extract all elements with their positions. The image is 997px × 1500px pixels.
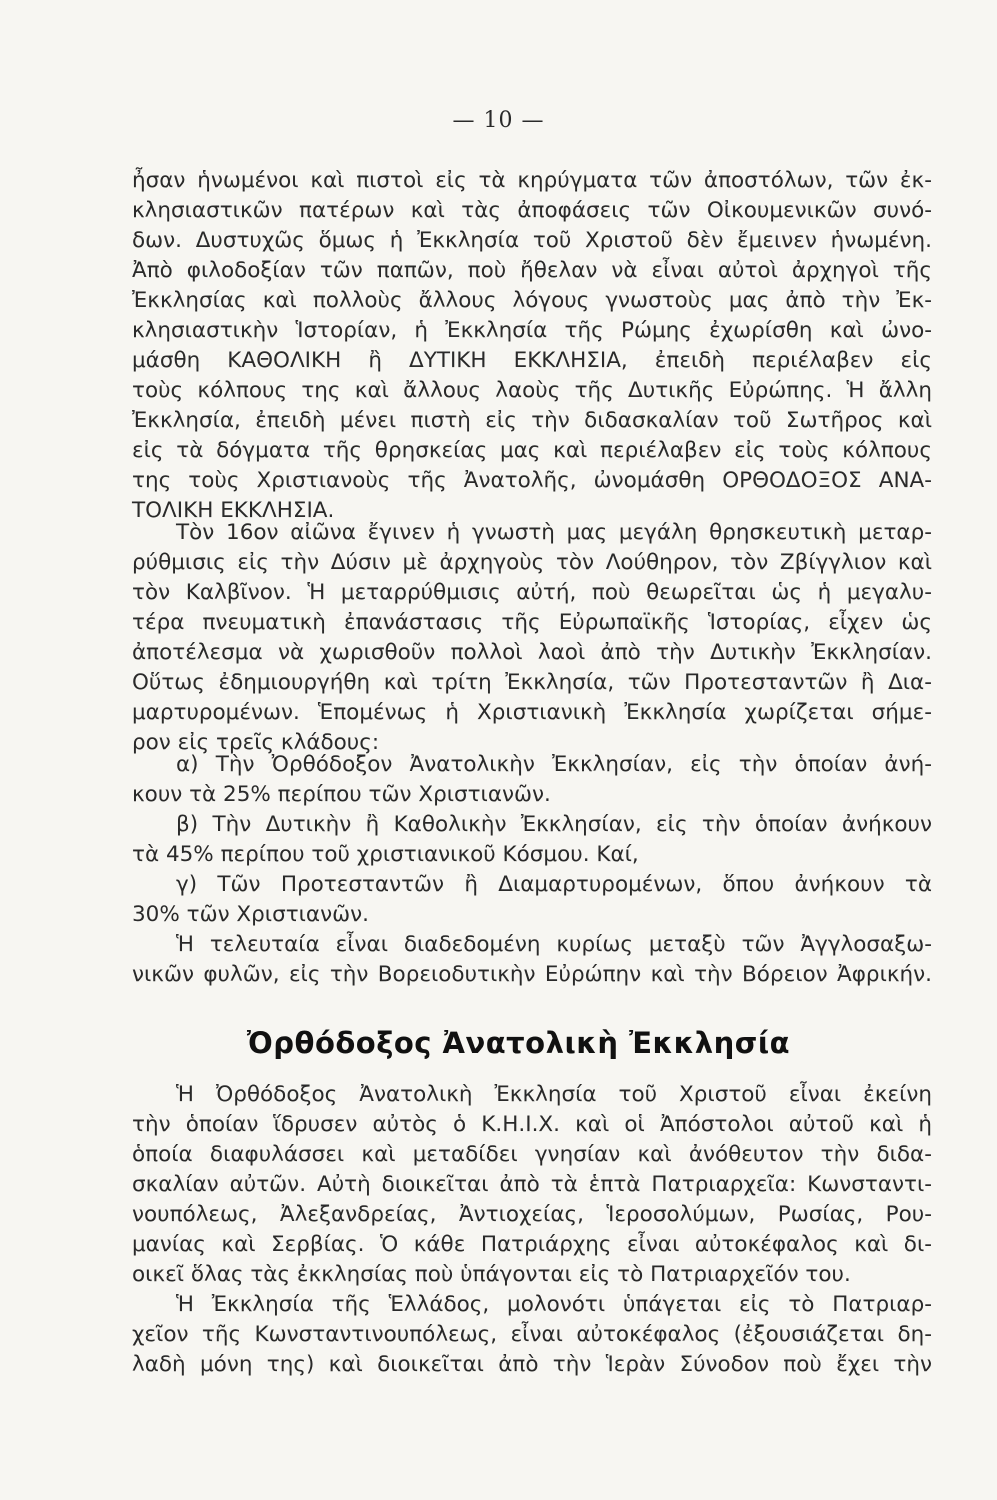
section-heading: Ὀρθόδοξος Ἀνατολικὴ Ἐκκλησία (246, 1026, 791, 1060)
text-line: 30% τῶν Χριστιανῶν. (132, 902, 369, 927)
text-line: δων. Δυστυχῶς ὅμως ἡ Ἐκκλησία τοῦ Χριστοῦ δὲν ἔμεινεν ἡνωμένη. (132, 228, 932, 253)
text-line: Ἡ Ἐκκλησία τῆς Ἑλλάδος, μολονότι ὑπάγεται εἰς τὸ Πατριαρ- (176, 1292, 932, 1317)
text-line: γ) Τῶν Προτεσταντῶν ἢ Διαμαρτυρομένων, ὅπου ἀνήκουν τὰ (176, 872, 932, 897)
text-line: τοὺς κόλπους της καὶ ἄλλους λαοὺς τῆς Δυτικῆς Εὐρώπης. Ἡ ἄλλη (132, 378, 932, 403)
text-line: κλησιαστικὴν Ἱστορίαν, ἡ Ἐκκλησία τῆς Ρώμης ἐχωρίσθη καὶ ὠνο- (132, 318, 932, 343)
text-line: νικῶν φυλῶν, εἰς τὴν Βορειοδυτικὴν Εὐρώπην καὶ τὴν Βόρειον Ἀφρικήν. (132, 962, 932, 987)
text-line: ρον εἰς τρεῖς κλάδους: (132, 730, 380, 755)
text-line: οικεῖ ὅλας τὰς ἐκκλησίας ποὺ ὑπάγονται εἰς τὸ Πατριαρχεῖόν του. (132, 1262, 851, 1287)
text-line: μαρτυρομένων. Ἑπομένως ἡ Χριστιανικὴ Ἐκκλησία χωρίζεται σήμε- (132, 700, 932, 725)
text-line: λαδὴ μόνη της) καὶ διοικεῖται ἀπὸ τὴν Ἱερὰν Σύνοδον ποὺ ἔχει τὴν (132, 1352, 932, 1377)
text-line: Ἡ τελευταία εἶναι διαδεδομένη κυρίως μεταξὺ τῶν Ἀγγλοσαξω- (176, 932, 932, 957)
text-line: β) Τὴν Δυτικὴν ἢ Καθολικὴν Ἐκκλησίαν, εἰς τὴν ὁποίαν ἀνήκουν (176, 812, 932, 837)
text-line: σκαλίαν αὐτῶν. Αὐτὴ διοικεῖται ἀπὸ τὰ ἑπτὰ Πατριαρχεῖα: Κωνσταντι- (132, 1172, 932, 1197)
text-line: ρύθμισις εἰς τὴν Δύσιν μὲ ἀρχηγοὺς τὸν Λούθηρον, τὸν Ζβίγγλιον καὶ (132, 550, 932, 575)
page-number: — 10 — (452, 108, 545, 133)
text-line: κλησιαστικῶν πατέρων καὶ τὰς ἀποφάσεις τῶν Οἰκουμενικῶν συνό- (132, 198, 932, 223)
text-line: τὰ 45% περίπου τοῦ χριστιανικοῦ Κόσμου. Καί, (132, 842, 639, 867)
text-line: Τὸν 16ον αἰῶνα ἔγινεν ἡ γνωστὴ μας μεγάλη θρησκευτικὴ μεταρ- (176, 520, 932, 545)
text-line: ἀποτέλεσμα νὰ χωρισθοῦν πολλοὶ λαοὶ ἀπὸ τὴν Δυτικὴν Ἐκκλησίαν. (132, 640, 932, 665)
text-line: Ἐκκλησίας καὶ πολλοὺς ἄλλους λόγους γνωστοὺς μας ἀπὸ τὴν Ἐκ- (132, 288, 932, 313)
text-line: ΤΟΛΙΚΗ ΕΚΚΛΗΣΙΑ. (132, 498, 335, 523)
text-line: τὴν ὁποίαν ἵδρυσεν αὐτὸς ὁ Κ.Η.Ι.Χ. καὶ οἱ Ἀπόστολοι αὐτοῦ καὶ ἡ (132, 1112, 932, 1137)
text-line: της τοὺς Χριστιανοὺς τῆς Ἀνατολῆς, ὠνομάσθη ΟΡΘΟΔΟΞΟΣ ΑΝΑ- (132, 468, 932, 493)
text-line: κουν τὰ 25% περίπου τῶν Χριστιανῶν. (132, 782, 551, 807)
text-line: ἦσαν ἡνωμένοι καὶ πιστοὶ εἰς τὰ κηρύγματα τῶν ἀποστόλων, τῶν ἐκ- (132, 168, 932, 193)
text-line: μάσθη ΚΑΘΟΛΙΚΗ ἢ ΔΥΤΙΚΗ ΕΚΚΛΗΣΙΑ, ἐπειδὴ περιέλαβεν εἰς (132, 348, 932, 373)
text-line: Οὕτως ἐδημιουργήθη καὶ τρίτη Ἐκκλησία, τῶν Προτεσταντῶν ἢ Δια- (132, 670, 932, 695)
text-line: μανίας καὶ Σερβίας. Ὁ κάθε Πατριάρχης εἶναι αὐτοκέφαλος καὶ δι- (132, 1232, 932, 1257)
text-line: τὸν Καλβῖνον. Ἡ μεταρρύθμισις αὐτή, ποὺ θεωρεῖται ὡς ἡ μεγαλυ- (132, 580, 932, 605)
text-line: χεῖον τῆς Κωνσταντινουπόλεως, εἶναι αὐτοκέφαλος (ἐξουσιάζεται δη- (132, 1322, 932, 1347)
text-line: α) Τὴν Ὀρθόδοξον Ἀνατολικὴν Ἐκκλησίαν, εἰς τὴν ὁποίαν ἀνή- (176, 752, 932, 777)
text-line: τέρα πνευματικὴ ἐπανάστασις τῆς Εὐρωπαϊκῆς Ἱστορίας, εἶχεν ὡς (132, 610, 932, 635)
text-line: νουπόλεως, Ἀλεξανδρείας, Ἀντιοχείας, Ἱεροσολύμων, Ρωσίας, Ρου- (132, 1202, 932, 1227)
text-line: Ἡ Ὀρθόδοξος Ἀνατολικὴ Ἐκκλησία τοῦ Χριστοῦ εἶναι ἐκείνη (176, 1082, 932, 1107)
text-line: Ἀπὸ φιλοδοξίαν τῶν παπῶν, ποὺ ἤθελαν νὰ εἶναι αὐτοὶ ἀρχηγοὶ τῆς (132, 258, 932, 283)
text-line: ὁποία διαφυλάσσει καὶ μεταδίδει γνησίαν καὶ ἀνόθευτον τὴν διδα- (132, 1142, 932, 1167)
text-line: Ἐκκλησία, ἐπειδὴ μένει πιστὴ εἰς τὴν διδασκαλίαν τοῦ Σωτῆρος καὶ (132, 408, 932, 433)
text-line: εἰς τὰ δόγματα τῆς θρησκείας μας καὶ περιέλαβεν εἰς τοὺς κόλπους (132, 438, 932, 463)
